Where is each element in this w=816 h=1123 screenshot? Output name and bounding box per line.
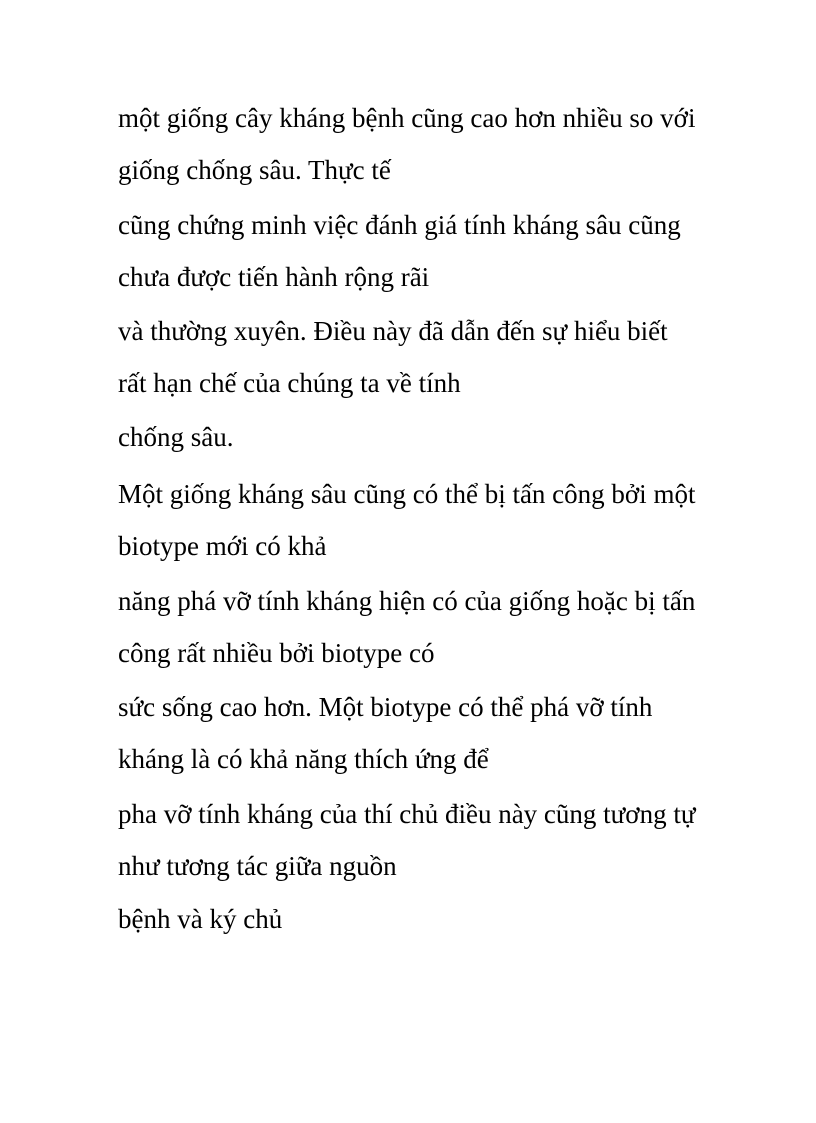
paragraph-2 — [118, 199, 758, 303]
text-line: kháng là có khả năng thích ứng để — [118, 744, 489, 774]
paragraph-6 — [118, 575, 758, 679]
paragraph-1 — [118, 92, 758, 196]
text-line: rất hạn chế của chúng ta về tính — [118, 368, 461, 398]
paragraph-8 — [118, 788, 758, 892]
paragraph-7 — [118, 681, 758, 785]
text-line: năng phá vỡ tính kháng hiện có của giống hoặc bị tấn — [118, 586, 696, 616]
text-line: biotype mới có khả — [118, 531, 327, 561]
paragraph-5 — [118, 468, 758, 572]
paragraph-4 — [118, 411, 758, 463]
text-line: sức sống cao hơn. Một biotype có thể phá vỡ tính — [118, 692, 653, 722]
paragraph-9 — [118, 893, 758, 945]
text-line: cũng chứng minh việc đánh giá tính kháng sâu cũng — [118, 210, 681, 240]
text-line: chưa được tiến hành rộng rãi — [118, 262, 430, 292]
text-line: pha vỡ tính kháng của thí chủ điều này cũng tương tự — [118, 799, 696, 829]
text-line: chống sâu. — [118, 422, 234, 452]
text-line: như tương tác giữa nguồn — [118, 851, 397, 881]
text-line: và thường xuyên. Điều này đã dẫn đến sự hiểu biết — [118, 316, 668, 346]
text-line: một giống cây kháng bệnh cũng cao hơn nhiều so với — [118, 103, 696, 133]
text-line: bệnh và ký chủ — [118, 904, 283, 934]
text-line: Một giống kháng sâu cũng có thể bị tấn công bởi một — [118, 479, 696, 509]
text-line: giống chống sâu. Thực tế — [118, 155, 391, 185]
paragraph-3 — [118, 305, 758, 409]
text-line: công rất nhiều bởi biotype có — [118, 638, 435, 668]
